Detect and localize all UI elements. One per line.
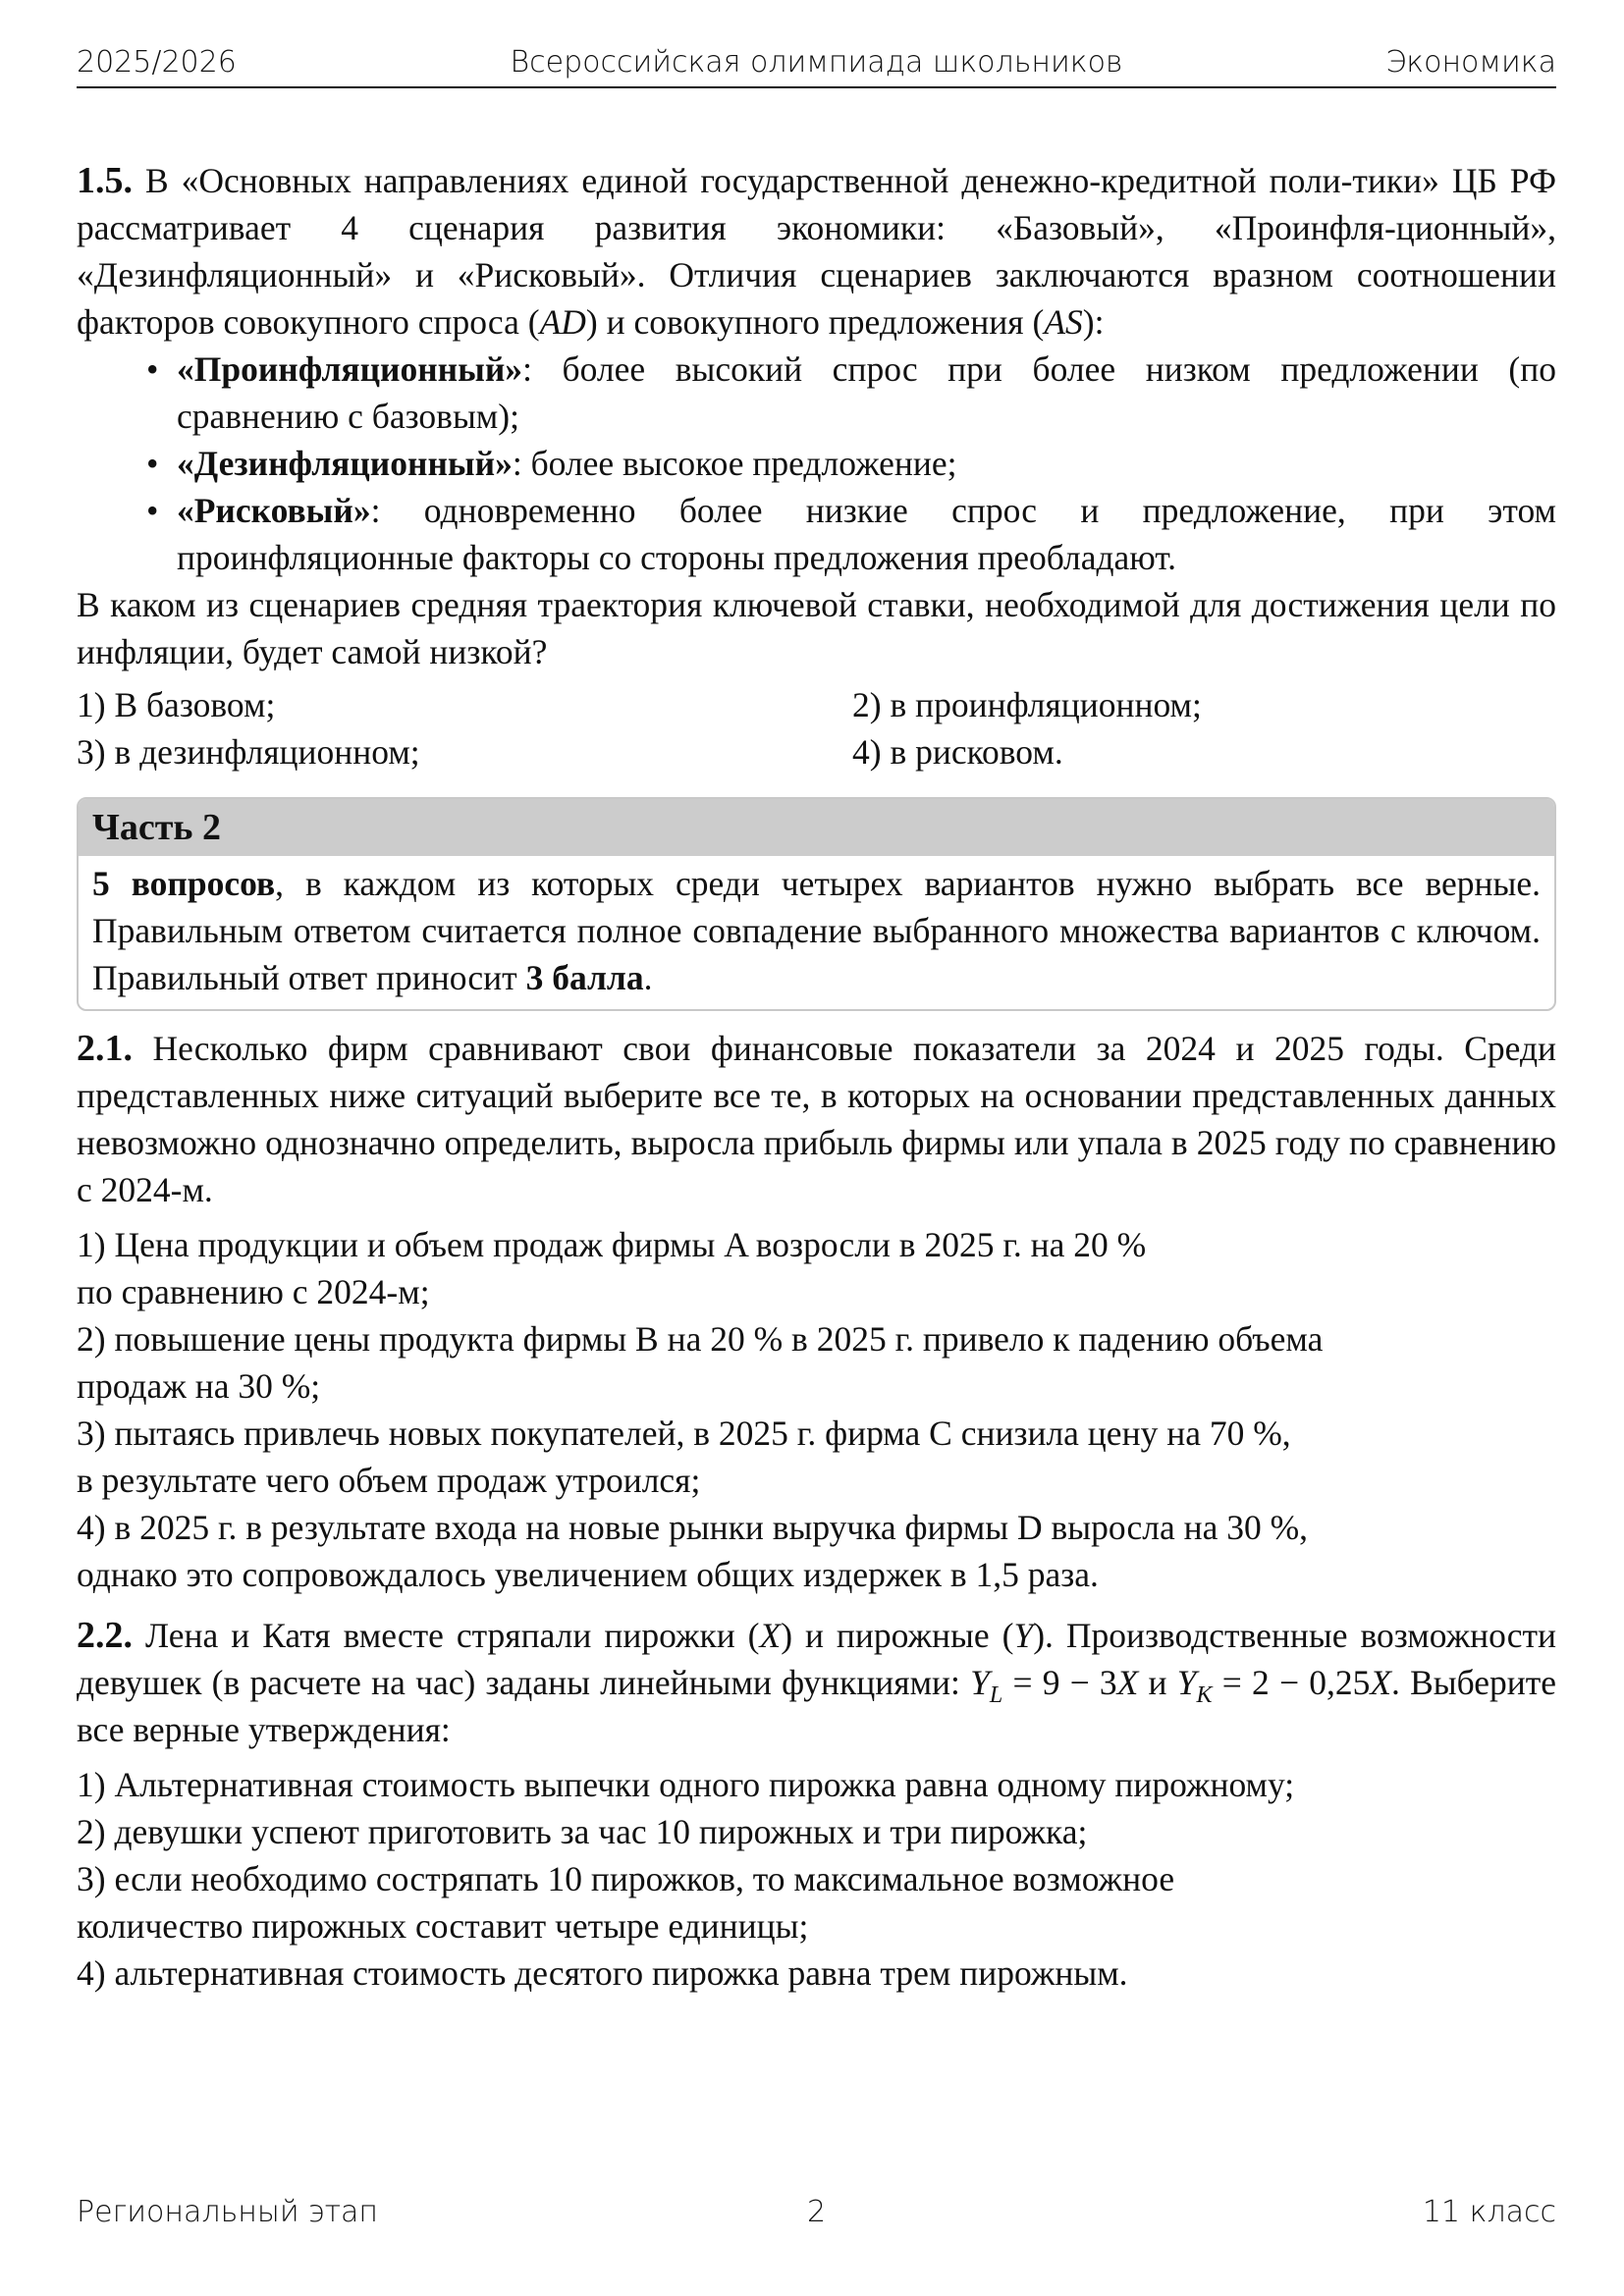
part-2-title: Часть 2	[79, 799, 1554, 856]
answer-option: 3) в дезинфляционном;	[77, 732, 420, 772]
question-number: 1.5.	[77, 160, 133, 201]
ad-term: AD	[539, 302, 586, 342]
header-year: 2025/2026	[77, 45, 237, 80]
part-2-box	[77, 797, 1556, 1011]
as-term: AS	[1044, 302, 1083, 342]
header-subject: Экономика	[1385, 45, 1556, 80]
answer-option: 3) пытаясь привлечь новых покупателей, в 2025 г. фирма C снизила цену на 70 %, в результате чего объем продаж утроился;	[77, 1414, 1291, 1500]
answer-options	[77, 1761, 1556, 1997]
formula-yk: $Y_K = 2 - 0,25X$	[1176, 1663, 1392, 1709]
answer-option: 4) альтернативная стоимость десятого пирожка равна трем пирожным.	[77, 1953, 1128, 1993]
answer-option: 1) Цена продукции и объем продаж фирмы A возросли в 2025 г. на 20 % по сравнению с 2024-м;	[77, 1225, 1147, 1311]
question-1-5	[77, 157, 1556, 775]
page-number: 2	[806, 2195, 827, 2229]
answer-option: 1) В базовом;	[77, 685, 276, 724]
question-number: 2.2.	[77, 1615, 133, 1656]
list-item: • «Дезинфляционный»: более высокое предложение;	[177, 440, 1556, 487]
answer-option: 3) если необходимо состряпать 10 пирожков, то максимальное возможное количество пирожных составит четыре единицы;	[77, 1859, 1175, 1946]
question-2-1	[77, 1025, 1556, 1598]
scenario-list	[77, 346, 1556, 581]
answer-option: 2) девушки успеют приготовить за час 10 пирожных и три пирожка;	[77, 1812, 1088, 1851]
question-2-2: 2.2. Лена и Катя вместе стряпали пирожки (X) и пирожные (Y). Производственные возможности девушек (в расчете на час) заданы линейными функциями: $Y_L = 9 - 3X$ и $Y_K = 2 - 0,25X$. Выберите все верные утверждения: 1) Альтернативная стоимость выпечки одного пирожка равна одному пирожному; 2) девушки успеют приготовить за час 10 пирожных и три пирожка; 3) если необходимо состряпать 10 пирожков, то максимальное возможное количество пирожных составит четыре единицы; 4) альтернативная стоимость десятого пирожка равна трем пирожным.	[77, 1612, 1556, 1997]
answer-options	[77, 1221, 1556, 1598]
page-body	[77, 157, 1556, 1997]
footer-stage: Региональный этап	[77, 2195, 379, 2229]
answer-option: 1) Альтернативная стоимость выпечки одного пирожка равна одному пирожному;	[77, 1765, 1295, 1804]
answer-option: 4) в 2025 г. в результате входа на новые рынки выручка фирмы D выросла на 30 %, однако это сопровождалось увеличением общих издержек в 1,5 раза.	[77, 1508, 1309, 1594]
question-1-5-intro: 1.5. В «Основных направлениях единой государственной денежно-кредитной поли-тики» ЦБ РФ рассматривает 4 сценария развития экономики: «Базовый», «Проинфля-ционный», «Дезинфляционный» и «Рисковый». Отличия сценариев заключаются вразном соотношении факторов совокупного спроса (AD) и совокупного предложения (AS):	[77, 160, 1556, 342]
footer-grade: 11 класс	[1422, 2195, 1556, 2229]
part-2-description: 5 вопросов, в каждом из которых среди четырех вариантов нужно выбрать все верные. Правильным ответом считается полное совпадение выбранного множества вариантов с ключом. Правильный ответ приносит 3 балла.	[92, 864, 1541, 997]
answer-option: 2) повышение цены продукта фирмы B на 20 % в 2025 г. привело к падению объема продаж на 30 %;	[77, 1319, 1324, 1406]
list-item: • «Проинфляционный»: более высокий спрос при более низком предложении (по сравнению с базовым);	[177, 346, 1556, 440]
question-number: 2.1.	[77, 1028, 133, 1069]
answer-options	[77, 681, 1556, 775]
page-header	[77, 39, 1556, 88]
question-1-5-prompt: В каком из сценариев средняя траектория ключевой ставки, необходимой для достижения цели по инфляции, будет самой низкой?	[77, 585, 1556, 671]
answer-option: 2) в проинфляционном;	[852, 685, 1202, 724]
question-text: Несколько фирм сравнивают свои финансовые показатели за 2024 и 2025 годы. Среди представленных ниже ситуаций выберите все те, в которых на основании представленных данных невозможно однозначно определить, выросла прибыль фирмы или упала в 2025 году по сравнению с 2024-м.	[77, 1029, 1556, 1209]
answer-option: 4) в рисковом.	[852, 732, 1063, 772]
formula-yl: $Y_L = 9 - 3X$	[970, 1663, 1139, 1709]
list-item: • «Рисковый»: одновременно более низкие спрос и предложение, при этом проинфляционные факторы со стороны предложения преобладают.	[177, 487, 1556, 581]
page-footer	[77, 2195, 1556, 2234]
header-title: Всероссийская олимпиада школьников	[510, 45, 1123, 80]
